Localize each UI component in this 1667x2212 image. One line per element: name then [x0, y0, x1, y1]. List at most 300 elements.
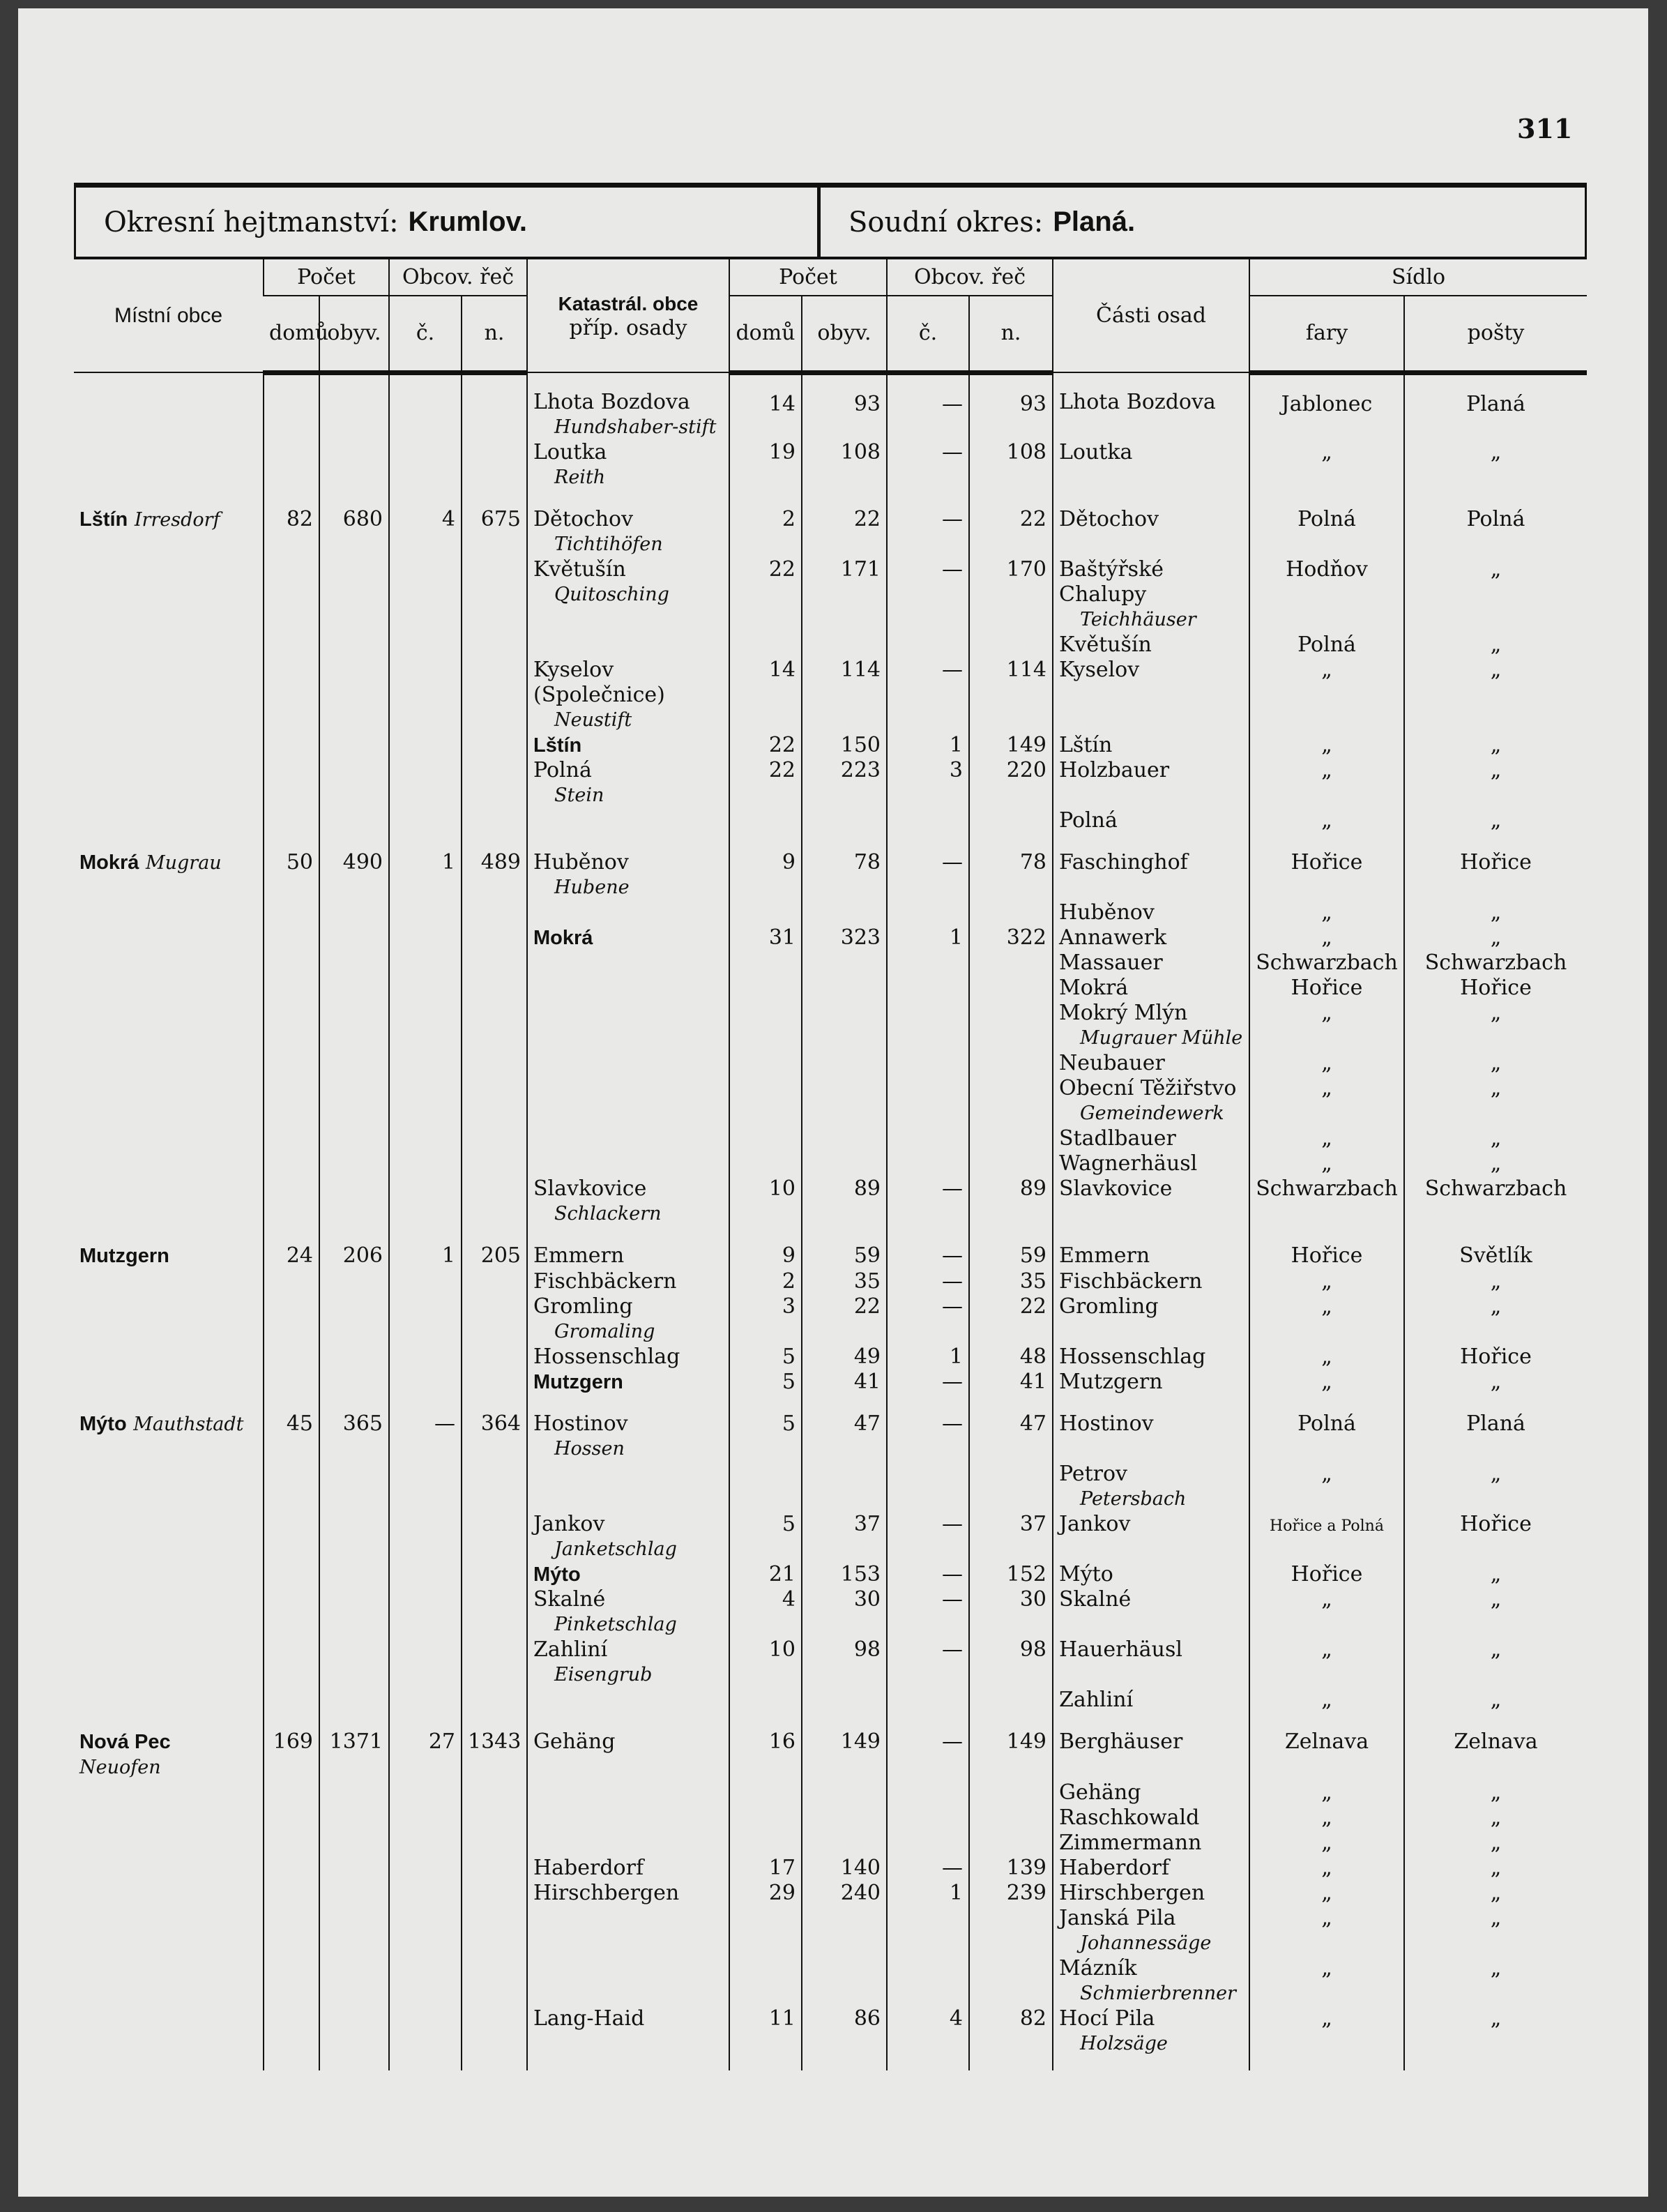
col-n-2: n. — [969, 296, 1053, 372]
cell-cast: Lštín — [1059, 733, 1113, 757]
cell-posta: „ — [1490, 1780, 1502, 1805]
cell-kat-domu: 22 — [768, 557, 796, 582]
cell-kat-n: 239 — [1006, 1881, 1046, 1905]
cell-kat-c: — — [942, 1176, 963, 1201]
cell-kat-domu: 22 — [768, 758, 796, 782]
cell-fara: „ — [1321, 925, 1332, 950]
cell-kat-obyv: 22 — [853, 1294, 881, 1319]
cell-kat-n: 152 — [1006, 1562, 1046, 1586]
cell-cast: Jankov — [1059, 1512, 1131, 1536]
cell-posta: „ — [1490, 1856, 1502, 1880]
cell-kat-de: Hossen — [554, 1438, 625, 1460]
cell-kat-c: — — [942, 507, 963, 531]
cell-fara: „ — [1321, 2006, 1332, 2031]
cell-fara: „ — [1321, 1856, 1332, 1880]
cell-cast-de: Gemeindewerk — [1080, 1103, 1224, 1124]
cell-cast: Annawerk — [1059, 925, 1167, 950]
col-obyv-2: obyv. — [802, 296, 887, 372]
cell-kat-n: 139 — [1006, 1856, 1046, 1880]
table-row — [74, 1294, 1587, 1344]
cell-obec: Mokrá — [79, 851, 139, 874]
cell-kat-de: Neustift — [554, 709, 632, 731]
cell-kat-domu: 3 — [782, 1294, 796, 1319]
table-row — [74, 925, 1587, 950]
cell-fara: Schwarzbach — [1256, 1176, 1398, 1201]
cell-fara: „ — [1321, 1637, 1332, 1662]
court-name: Planá. — [1053, 206, 1136, 237]
cell-kat-obyv: 49 — [853, 1344, 881, 1369]
cell-kat-n: 30 — [1019, 1587, 1046, 1612]
cell-kat-n: 149 — [1006, 1729, 1046, 1754]
cell-kat: Květušín — [533, 557, 626, 582]
cell-posta: „ — [1490, 1881, 1502, 1905]
cell-cast: Lhota Bozdova — [1059, 390, 1216, 414]
cell-kat-c: — — [942, 557, 963, 582]
cell-kat-c: — — [942, 1294, 963, 1319]
cell-cast: Hostinov — [1059, 1411, 1154, 1436]
cell-kat-domu: 4 — [782, 1587, 796, 1612]
cell-kat-de: Pinketschlag — [554, 1614, 677, 1635]
cell-domu: 24 — [286, 1243, 313, 1268]
cell-fara: „ — [1321, 1780, 1332, 1805]
cell-fara: „ — [1321, 1344, 1332, 1369]
cell-kat-obyv: 86 — [853, 2006, 881, 2031]
cell-domu: 50 — [286, 850, 313, 874]
cell-cast: Baštýřské Chalupy — [1059, 557, 1164, 607]
table-row — [74, 1881, 1587, 1906]
cell-kat: Gromling — [533, 1294, 633, 1319]
cell-cast: Fischbäckern — [1059, 1269, 1203, 1294]
cell-cast: Huběnov — [1059, 900, 1155, 925]
cell-posta: Planá — [1466, 1411, 1525, 1436]
cell-kat: Dětochov — [533, 507, 634, 531]
cell-kat: Hostinov — [533, 1411, 628, 1436]
cell-cast: Dětochov — [1059, 507, 1159, 531]
table-row — [74, 1126, 1587, 1151]
cell-kat-domu: 10 — [768, 1176, 796, 1201]
cell-cast: Hossenschlag — [1059, 1344, 1206, 1369]
cell-kat-obyv: 153 — [840, 1562, 881, 1586]
cell-fara: Schwarzbach — [1256, 950, 1398, 975]
cell-cast-de: Holzsäge — [1080, 2033, 1168, 2054]
table-row — [74, 1906, 1587, 1956]
cell-posta: Světlík — [1459, 1243, 1532, 1268]
cell-posta: „ — [1490, 1151, 1502, 1176]
cell-obec: Mutzgern — [79, 1245, 169, 1267]
cell-posta: „ — [1490, 1805, 1502, 1830]
table-row — [74, 833, 1587, 900]
cell-posta: „ — [1490, 1051, 1502, 1075]
cell-posta: „ — [1490, 1126, 1502, 1151]
cell-fara: Jablonec — [1281, 391, 1373, 416]
cell-kat-c: — — [942, 1637, 963, 1662]
cell-kat-de: Reith — [554, 467, 606, 488]
cell-cast: Hauerhäusl — [1059, 1637, 1182, 1662]
table-row — [74, 372, 1587, 440]
cell-posta: Schwarzbach — [1424, 1176, 1567, 1201]
table-body — [74, 372, 1587, 2070]
cell-kat-obyv: 240 — [840, 1881, 881, 1905]
cell-fara: Hořice — [1291, 1562, 1363, 1586]
cell-kat-c: — — [942, 1269, 963, 1294]
court-label: Soudní okres: — [848, 206, 1044, 238]
table-row — [74, 1713, 1587, 1780]
cell-kat: Kyselov (Společnice) — [533, 658, 665, 707]
cell-kat-n: 22 — [1019, 1294, 1046, 1319]
cell-kat: Zahliní — [533, 1637, 608, 1662]
cell-kat-domu: 14 — [768, 658, 796, 682]
cell-posta: „ — [1490, 1906, 1502, 1930]
district-banner — [74, 183, 1587, 259]
cell-kat: Jankov — [533, 1512, 605, 1536]
cell-posta: „ — [1490, 1637, 1502, 1662]
cell-kat-obyv: 108 — [840, 440, 881, 464]
cell-posta: „ — [1490, 733, 1502, 757]
cell-kat-obyv: 323 — [840, 925, 881, 950]
cell-kat-domu: 31 — [768, 925, 796, 950]
cell-obyv: 490 — [342, 850, 383, 874]
table-row — [74, 1956, 1587, 2006]
table-row — [74, 440, 1587, 490]
cell-obyv: 680 — [342, 507, 383, 531]
cell-kat-obyv: 171 — [840, 557, 881, 582]
cell-kat-c: 3 — [949, 758, 963, 782]
cell-kat-de: Stein — [554, 785, 604, 806]
district-label: Okresní hejtmanství: — [104, 206, 399, 238]
cell-kat: Huběnov — [533, 850, 629, 874]
cell-cast: Emmern — [1059, 1243, 1150, 1268]
cell-kat-obyv: 30 — [853, 1587, 881, 1612]
table-row — [74, 1051, 1587, 1076]
cell-kat-de: Schlackern — [554, 1203, 662, 1225]
col-n: n. — [462, 296, 527, 372]
cell-kat-c: 4 — [949, 2006, 963, 2031]
table-row — [74, 976, 1587, 1001]
table-row — [74, 1076, 1587, 1126]
cell-kat-obyv: 35 — [853, 1269, 881, 1294]
cell-posta: Polná — [1466, 507, 1525, 531]
cell-obec: Nová Pec — [79, 1731, 171, 1753]
table-row — [74, 632, 1587, 658]
cell-kat-c: 1 — [949, 1344, 963, 1369]
cell-kat-domu: 19 — [768, 440, 796, 464]
cell-domu: 169 — [273, 1729, 313, 1754]
cell-posta: „ — [1490, 440, 1502, 464]
cell-cast: Hocí Pila — [1059, 2006, 1155, 2031]
cell-kat-n: 89 — [1019, 1176, 1046, 1201]
cell-kat-domu: 9 — [782, 850, 796, 874]
cell-kat-n: 149 — [1006, 733, 1046, 757]
cell-posta: „ — [1490, 1269, 1502, 1294]
cell-kat-obyv: 37 — [853, 1512, 881, 1536]
cell-kat-c: — — [942, 1370, 963, 1394]
cell-obyv: 1371 — [329, 1729, 383, 1754]
census-table — [74, 259, 1587, 2070]
cell-obec: Lštín — [79, 508, 128, 531]
cell-cast: Wagnerhäusl — [1059, 1151, 1198, 1176]
cell-cast: Kyselov — [1059, 658, 1140, 682]
cell-cast: Mýto — [1059, 1562, 1113, 1586]
cell-kat-c: — — [942, 1512, 963, 1536]
cell-cast: Zahliní — [1059, 1688, 1134, 1712]
cell-domu: 82 — [286, 507, 313, 531]
cell-cast: Slavkovice — [1059, 1176, 1173, 1201]
cell-cast: Faschinghof — [1059, 850, 1188, 874]
cell-kat-domu: 2 — [782, 507, 796, 531]
cell-fara: „ — [1321, 1126, 1332, 1151]
cell-obyv: 365 — [342, 1411, 383, 1436]
cell-kat-domu: 11 — [768, 2006, 796, 2031]
cell-fara: „ — [1321, 1462, 1332, 1486]
cell-kat-de: Hundshaber-stift — [554, 416, 717, 438]
cell-kat-c: — — [942, 1856, 963, 1880]
table-row — [74, 1001, 1587, 1051]
col-c: č. — [389, 296, 462, 372]
table-row — [74, 950, 1587, 976]
table-row — [74, 1637, 1587, 1688]
col-katastral — [527, 259, 729, 372]
cell-kat-domu: 21 — [768, 1562, 796, 1586]
cell-kat: Lang-Haid — [533, 2006, 645, 2031]
cell-kat: Hossenschlag — [533, 1344, 680, 1369]
col-pocet-2: Počet — [729, 259, 887, 296]
cell-fara: „ — [1321, 1688, 1332, 1712]
cell-kat-domu: 22 — [768, 733, 796, 757]
cell-kat-c: — — [942, 1729, 963, 1754]
cell-fara: „ — [1321, 1881, 1332, 1905]
cell-fara: „ — [1321, 1370, 1332, 1394]
table-row — [74, 2006, 1587, 2070]
table-row — [74, 808, 1587, 833]
cell-posta: „ — [1490, 758, 1502, 782]
cell-kat-n: 35 — [1019, 1269, 1046, 1294]
cell-kat-domu: 17 — [768, 1856, 796, 1880]
district-name: Krumlov. — [408, 206, 527, 237]
cell-posta: Hořice — [1460, 850, 1532, 874]
cell-kat: Emmern — [533, 1243, 625, 1268]
cell-cast-de: Johannessäge — [1080, 1932, 1212, 1954]
cell-posta: „ — [1490, 658, 1502, 682]
cell-kat: Skalné — [533, 1587, 606, 1612]
cell-fara: „ — [1321, 900, 1332, 925]
cell-cast-de: Mugrauer Mühle — [1080, 1027, 1243, 1049]
cell-kat-n: 78 — [1019, 850, 1046, 874]
cell-kat-n: 59 — [1019, 1243, 1046, 1268]
page-number: 311 — [1517, 113, 1573, 144]
cell-kat-domu: 10 — [768, 1637, 796, 1662]
cell-kat: Hirschbergen — [533, 1881, 680, 1905]
cell-posta: „ — [1490, 1294, 1502, 1319]
table-row — [74, 1805, 1587, 1831]
cell-cast: Zimmermann — [1059, 1831, 1202, 1855]
cell-cast: Neubauer — [1059, 1051, 1165, 1075]
col-domu-2: domů — [729, 296, 802, 372]
col-katastral-line1: Katastrál. obce — [558, 292, 699, 315]
cell-kat-c: — — [942, 1587, 963, 1612]
cell-kat-domu: 2 — [782, 1269, 796, 1294]
cell-fara: „ — [1321, 1294, 1332, 1319]
table-row — [74, 758, 1587, 808]
col-obyv: obyv. — [319, 296, 389, 372]
cell-kat-n: 48 — [1019, 1344, 1046, 1369]
table-row — [74, 1370, 1587, 1395]
table-row — [74, 1856, 1587, 1881]
cell-n: 205 — [480, 1243, 521, 1268]
col-sidlo: Sídlo — [1249, 259, 1587, 296]
col-fary: fary — [1249, 296, 1404, 372]
cell-kat-domu: 5 — [782, 1411, 796, 1436]
cell-posta: „ — [1490, 557, 1502, 582]
table-row — [74, 1512, 1587, 1562]
cell-kat-obyv: 140 — [840, 1856, 881, 1880]
table-row — [74, 557, 1587, 632]
cell-kat: Gehäng — [533, 1729, 616, 1754]
table-row — [74, 900, 1587, 925]
table-row — [74, 1227, 1587, 1269]
table-row — [74, 1587, 1587, 1637]
cell-kat-obyv: 93 — [853, 391, 881, 416]
cell-kat-domu: 5 — [782, 1512, 796, 1536]
cell-cast: Loutka — [1059, 440, 1133, 464]
cell-c: 27 — [428, 1729, 455, 1754]
table-row — [74, 1831, 1587, 1856]
cell-kat-n: 170 — [1006, 557, 1046, 582]
cell-fara: „ — [1321, 658, 1332, 682]
cell-kat-obyv: 59 — [853, 1243, 881, 1268]
cell-posta: „ — [1490, 925, 1502, 950]
cell-cast: Haberdorf — [1059, 1856, 1170, 1880]
cell-kat-obyv: 150 — [840, 733, 881, 757]
table-row — [74, 1176, 1587, 1227]
col-obcov-rec-2: Obcov. řeč — [887, 259, 1053, 296]
cell-kat-n: 22 — [1019, 507, 1046, 531]
cell-kat-c: — — [942, 1243, 963, 1268]
district-cell — [76, 188, 821, 257]
cell-kat-c: — — [942, 850, 963, 874]
cell-fara: „ — [1321, 733, 1332, 757]
cell-fara: Hořice — [1291, 850, 1363, 874]
cell-kat: Haberdorf — [533, 1856, 644, 1880]
cell-kat-n: 322 — [1006, 925, 1046, 950]
cell-kat-domu: 9 — [782, 1243, 796, 1268]
cell-kat-c: 1 — [949, 925, 963, 950]
cell-obec-de: Mauthstadt — [133, 1414, 244, 1435]
table-row — [74, 1780, 1587, 1805]
table-row — [74, 733, 1587, 758]
cell-fara: „ — [1321, 758, 1332, 782]
cell-kat-n: 93 — [1019, 391, 1046, 416]
cell-posta: „ — [1490, 900, 1502, 925]
cell-fara: Hodňov — [1286, 557, 1368, 582]
cell-kat: Lštín — [533, 734, 582, 757]
cell-kat-c: — — [942, 1411, 963, 1436]
cell-cast: Mokrý Mlýn — [1059, 1001, 1188, 1025]
cell-n: 364 — [480, 1411, 521, 1436]
cell-posta: „ — [1490, 632, 1502, 657]
cell-cast: Mázník — [1059, 1956, 1137, 1980]
cell-posta: „ — [1490, 808, 1502, 833]
cell-c: 1 — [441, 850, 455, 874]
col-mistni-obec: Místní obce — [74, 259, 264, 372]
cell-kat-obyv: 149 — [840, 1729, 881, 1754]
cell-kat: Mýto — [533, 1563, 581, 1586]
cell-kat-domu: 5 — [782, 1370, 796, 1394]
court-cell — [821, 188, 1585, 257]
cell-obec-de: Neuofen — [79, 1757, 161, 1778]
cell-kat-obyv: 78 — [853, 850, 881, 874]
cell-kat-n: 220 — [1006, 758, 1046, 782]
table-row — [74, 1688, 1587, 1713]
cell-cast: Raschkowald — [1059, 1805, 1200, 1830]
cell-fara: Hořice — [1291, 1243, 1363, 1268]
cell-kat: Slavkovice — [533, 1176, 647, 1201]
cell-fara: „ — [1321, 1076, 1332, 1100]
cell-cast: Mokrá — [1059, 976, 1129, 1000]
table-row — [74, 490, 1587, 557]
cell-cast-de: Teichhäuser — [1080, 609, 1196, 630]
cell-posta: Hořice — [1460, 1344, 1532, 1369]
cell-cast: Janská Pila — [1059, 1906, 1176, 1930]
cell-cast-de: Schmierbrenner — [1080, 1983, 1236, 2004]
table-row — [74, 1269, 1587, 1294]
cell-kat-de: Eisengrub — [554, 1664, 653, 1685]
cell-c: 1 — [441, 1243, 455, 1268]
col-pocet: Počet — [264, 259, 389, 296]
cell-cast: Massauer — [1059, 950, 1163, 975]
cell-posta: „ — [1490, 1462, 1502, 1486]
cell-fara: „ — [1321, 1587, 1332, 1612]
cell-kat-domu: 16 — [768, 1729, 796, 1754]
cell-fara: Hořice a Polná — [1270, 1517, 1384, 1535]
cell-n: 489 — [480, 850, 521, 874]
cell-kat-c: 1 — [949, 1881, 963, 1905]
cell-fara: „ — [1321, 1805, 1332, 1830]
cell-c: — — [434, 1411, 455, 1436]
cell-kat-c: 1 — [949, 733, 963, 757]
col-c-2: č. — [887, 296, 969, 372]
cell-kat-n: 41 — [1019, 1370, 1046, 1394]
cell-kat-obyv: 223 — [840, 758, 881, 782]
cell-fara: „ — [1321, 1831, 1332, 1855]
cell-kat-obyv: 89 — [853, 1176, 881, 1201]
cell-cast: Holzbauer — [1059, 758, 1170, 782]
cell-domu: 45 — [286, 1411, 313, 1436]
cell-fara: „ — [1321, 1269, 1332, 1294]
cell-fara: Hořice — [1291, 976, 1363, 1000]
cell-kat-obyv: 98 — [853, 1637, 881, 1662]
cell-posta: Schwarzbach — [1424, 950, 1567, 975]
cell-fara: „ — [1321, 1906, 1332, 1930]
cell-kat: Polná — [533, 758, 592, 782]
cell-kat-n: 47 — [1019, 1411, 1046, 1436]
cell-posta: „ — [1490, 1956, 1502, 1980]
cell-kat: Fischbäckern — [533, 1269, 677, 1294]
cell-kat: Mokrá — [533, 927, 593, 949]
cell-kat-n: 37 — [1019, 1512, 1046, 1536]
cell-kat-n: 98 — [1019, 1637, 1046, 1662]
cell-fara: „ — [1321, 1956, 1332, 1980]
col-casti-osad: Části osad — [1053, 259, 1249, 372]
cell-cast: Skalné — [1059, 1587, 1132, 1612]
cell-cast: Petrov — [1059, 1462, 1127, 1486]
cell-cast: Obecní Těžiřstvo — [1059, 1076, 1237, 1100]
cell-cast: Berghäuser — [1059, 1729, 1183, 1754]
table-row — [74, 1151, 1587, 1176]
cell-posta: „ — [1490, 1076, 1502, 1100]
cell-kat-obyv: 47 — [853, 1411, 881, 1436]
cell-posta: „ — [1490, 2006, 1502, 2031]
cell-kat-n: 82 — [1019, 2006, 1046, 2031]
